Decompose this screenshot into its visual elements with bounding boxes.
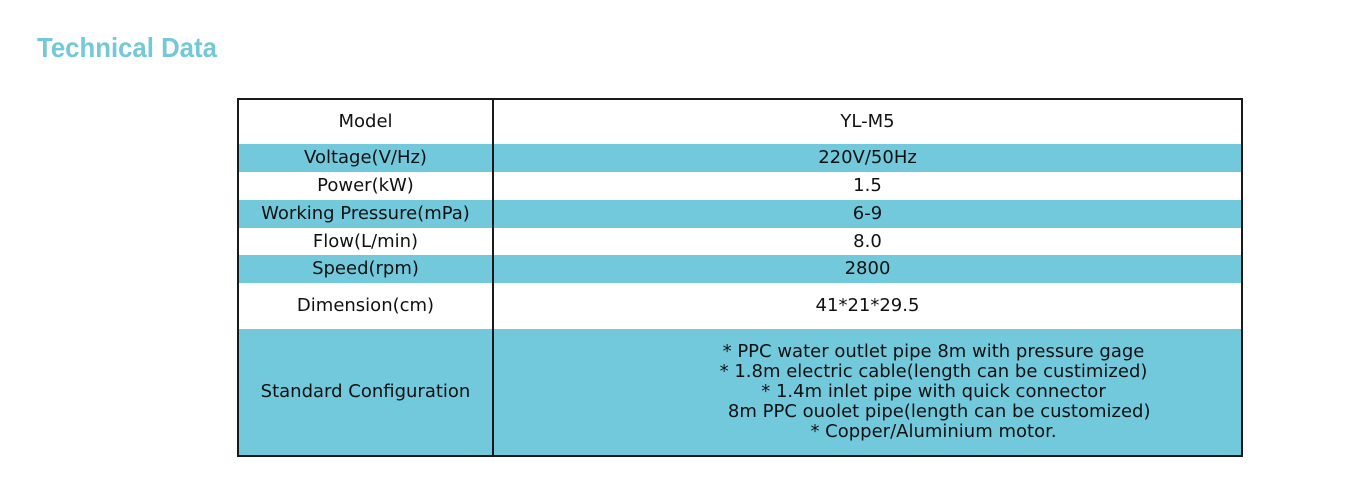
row-value: 6-9 — [493, 200, 1242, 228]
table-row-voltage — [238, 144, 1242, 172]
row-label: Working Pressure(mPa) — [238, 200, 493, 228]
row-label: Dimension(cm) — [238, 283, 493, 329]
table-row-dimension — [238, 283, 1242, 329]
row-label: Flow(L/min) — [238, 228, 493, 255]
row-label: Voltage(V/Hz) — [238, 144, 493, 172]
row-label: Speed(rpm) — [238, 255, 493, 283]
table-row-flow — [238, 228, 1242, 255]
row-value: YL-M5 — [493, 99, 1242, 144]
config-line: * PPC water outlet pipe 8m with pressure gage — [722, 341, 1145, 362]
row-value: 41*21*29.5 — [493, 283, 1242, 329]
config-line: 8m PPC ouolet pipe(length can be customized) — [716, 401, 1151, 422]
row-value: 1.5 — [493, 172, 1242, 200]
config-line: * Copper/Aluminium motor. — [810, 421, 1057, 442]
configuration-list — [626, 342, 1241, 442]
table-row-standard-configuration — [238, 329, 1242, 456]
table-row-power — [238, 172, 1242, 200]
config-line: * 1.4m inlet pipe with quick connector — [761, 381, 1106, 402]
row-label: Power(kW) — [238, 172, 493, 200]
config-line: * 1.8m electric cable(length can be custimized) — [719, 361, 1148, 382]
row-value: 220V/50Hz — [493, 144, 1242, 172]
row-value: 8.0 — [493, 228, 1242, 255]
configuration-list-cell — [493, 329, 1242, 456]
row-label: Model — [238, 99, 493, 144]
row-value: 2800 — [493, 255, 1242, 283]
technical-data-table — [237, 98, 1243, 457]
table-row-working-pressure — [238, 200, 1242, 228]
table-row-model — [238, 99, 1242, 144]
page-title: Technical Data — [37, 32, 217, 63]
table-row-speed — [238, 255, 1242, 283]
row-label: Standard Configuration — [238, 329, 493, 456]
